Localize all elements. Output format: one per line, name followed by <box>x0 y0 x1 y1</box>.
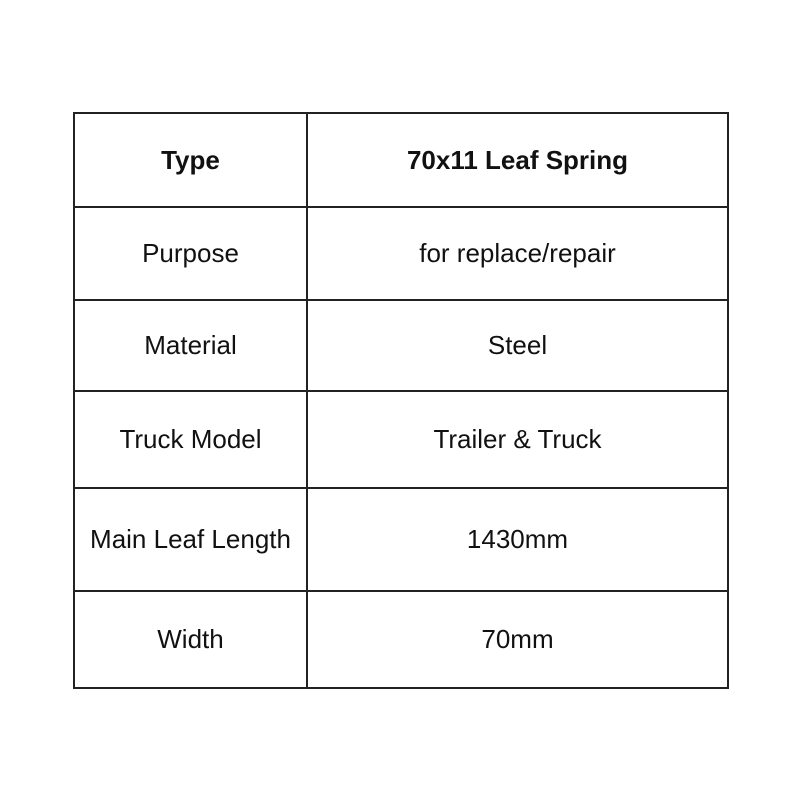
table-row-purpose <box>74 207 728 300</box>
row-value-type: 70x11 Leaf Spring <box>307 113 728 207</box>
table-row-width <box>74 591 728 688</box>
row-key-truck-model: Truck Model <box>74 391 307 488</box>
row-value-truck-model: Trailer & Truck <box>307 391 728 488</box>
spec-table <box>73 112 729 689</box>
row-value-purpose: for replace/repair <box>307 207 728 300</box>
table-row-material <box>74 300 728 391</box>
row-value-material: Steel <box>307 300 728 391</box>
row-key-width: Width <box>74 591 307 688</box>
table-row-main-leaf-length <box>74 488 728 591</box>
row-value-main-leaf-length: 1430mm <box>307 488 728 591</box>
row-key-purpose: Purpose <box>74 207 307 300</box>
row-key-material: Material <box>74 300 307 391</box>
row-key-main-leaf-length: Main Leaf Length <box>74 488 307 591</box>
table-row-type <box>74 113 728 207</box>
table-row-truck-model <box>74 391 728 488</box>
row-value-width: 70mm <box>307 591 728 688</box>
row-key-type: Type <box>74 113 307 207</box>
